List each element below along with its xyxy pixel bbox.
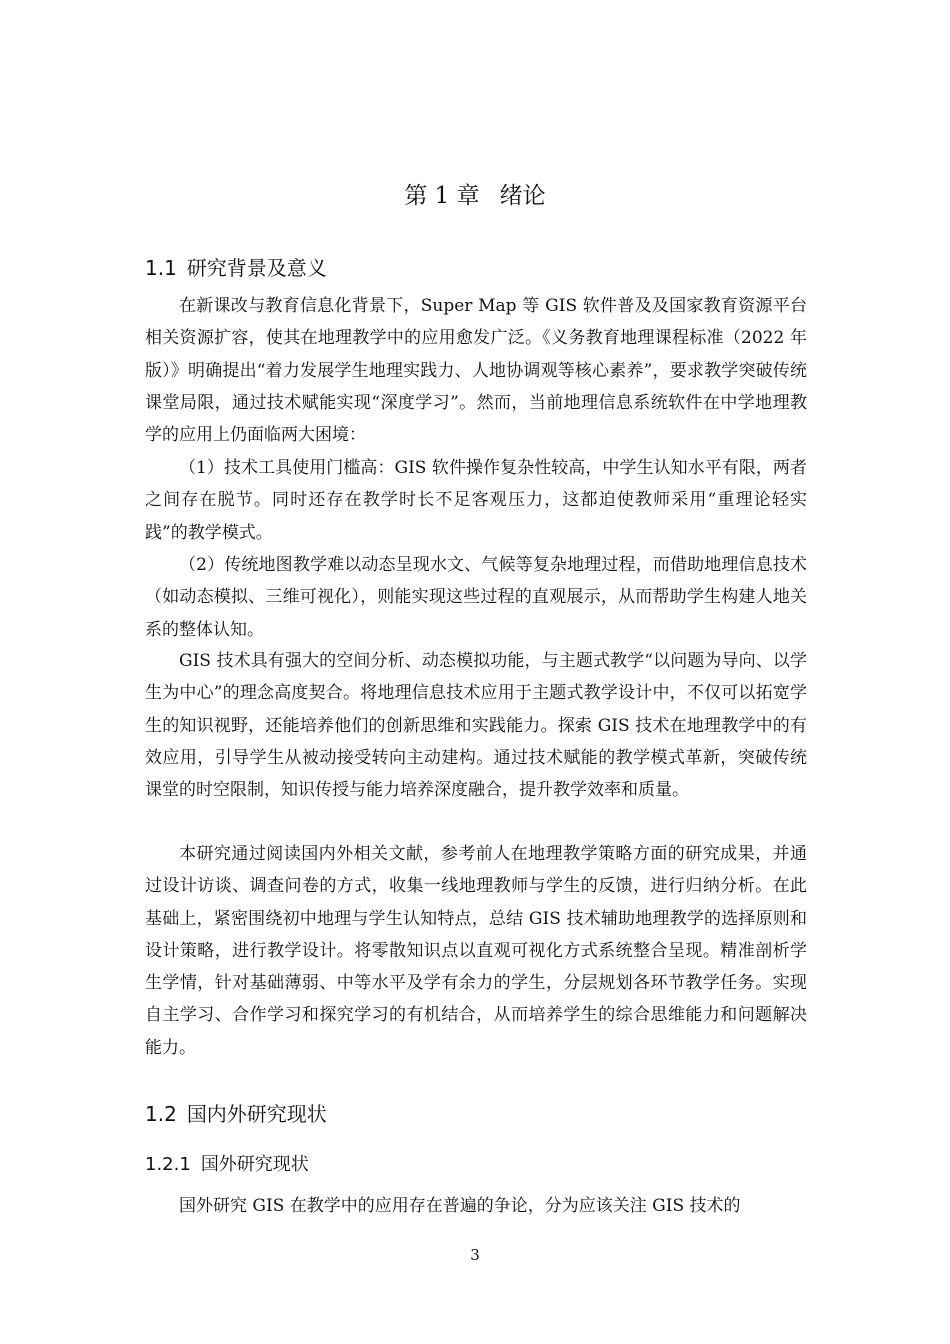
page-number: 3 (470, 1246, 480, 1264)
paragraph: 在新课改与教育信息化背景下，Super Map 等 GIS 软件普及及国家教育资源平台相关资源扩容，使其在地理教学中的应用愈发广泛。《义务教育地理课程标准（2022 年版）》明确提出“着力发展学生地理实践力、人地协调观等核心素养”，要求教学突破传统课堂局限，通过技术赋能实现“深度学习”。然而，当前地理信息系统软件在中学地理教学的应用上仍面临两大困境： (145, 296, 807, 446)
section-heading-1-2 (145, 1100, 327, 1128)
section-number: 1.2 (145, 1102, 177, 1126)
chapter-title (0, 180, 950, 212)
section-number: 1.1 (145, 256, 177, 280)
section-heading-1-1 (145, 254, 327, 282)
subsection-title: 国外研究现状 (200, 1154, 309, 1175)
chapter-label: 第 1 章 (404, 183, 480, 209)
paragraph: 国外研究 GIS 在教学中的应用存在普遍的争论，分为应该关注 GIS 技术的 (179, 1196, 741, 1216)
subsection-heading-1-2-1 (145, 1152, 309, 1178)
paragraph: （1）技术工具使用门槛高：GIS 软件操作复杂性较高，中学生认知水平有限，两者之间存在脱节。同时还存在教学时长不足客观压力，这都迫使教师采用“重理论轻实践”的教学模式。 (145, 458, 807, 543)
paragraph: GIS 技术具有强大的空间分析、动态模拟功能，与主题式教学“以问题为导向、以学生为中心”的理念高度契合。将地理信息技术应用于主题式教学设计中，不仅可以拓宽学生的知识视野，还能培养他们的创新思维和实践能力。探索 GIS 技术在地理教学中的有效应用，引导学生从被动接受转向主动建构。通过技术赋能的教学模式革新，突破传统课堂的时空限制，知识传授与能力培养深度融合，提升教学效率和质量。 (145, 651, 807, 801)
section-title: 国内外研究现状 (186, 1102, 327, 1126)
section-title: 研究背景及意义 (186, 256, 327, 280)
chapter-name: 绪论 (499, 183, 546, 209)
subsection-number: 1.2.1 (145, 1154, 191, 1175)
paragraph: （2）传统地图教学难以动态呈现水文、气候等复杂地理过程，而借助地理信息技术（如动态模拟、三维可视化），则能实现这些过程的直观展示，从而帮助学生构建人地关系的整体认知。 (145, 555, 807, 640)
paragraph: 本研究通过阅读国内外相关文献，参考前人在地理教学策略方面的研究成果，并通过设计访谈、调查问卷的方式，收集一线地理教师与学生的反馈，进行归纳分析。在此基础上，紧密围绕初中地理与学生认知特点，总结 GIS 技术辅助地理教学的选择原则和设计策略，进行教学设计。将零散知识点以直观可视化方式系统整合呈现。精准剖析学生学情，针对基础薄弱、中等水平及学有余力的学生，分层规划各环节教学任务。实现自主学习、合作学习和探究学习的有机结合，从而培养学生的综合思维能力和问题解决能力。 (145, 844, 807, 1058)
